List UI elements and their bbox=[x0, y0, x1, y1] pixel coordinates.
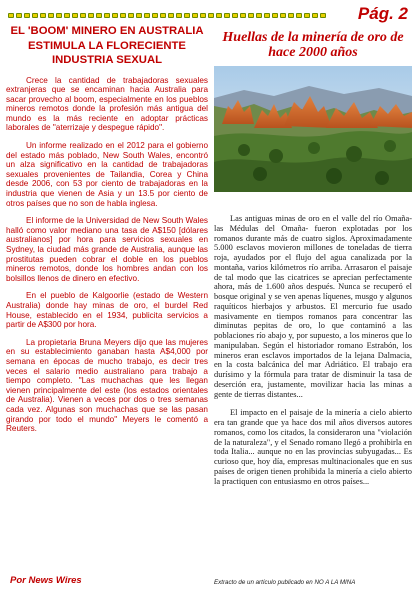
left-paragraph: Crece la cantidad de trabajadoras sexuales extranjeras que se encaminan hacia Australia para sacar provecho al boom, especialmente en los pueblos mineros remotos donde la profesión más antigua del mundo es la más reciente en adoptar prácticas laborales de "aterrizaje y despegue rápido". bbox=[6, 75, 208, 133]
left-paragraph: En el pueblo de Kalgoorlie (estado de Western Australia) donde hay minas de oro, el burdel Red House, establecido en el 1934, publicita servicios a partir de A$300 por hora. bbox=[6, 291, 208, 330]
border-dot bbox=[224, 13, 230, 18]
border-dot bbox=[104, 13, 110, 18]
border-dot bbox=[88, 13, 94, 18]
border-dot bbox=[128, 13, 134, 18]
border-dot bbox=[120, 13, 126, 18]
right-article-title: Huellas de la minería de oro de hace 2000 años bbox=[222, 30, 404, 60]
right-article-source: Extracto de un artículo publicado en NO A LA MINA bbox=[214, 579, 356, 586]
left-article-title: EL 'BOOM' MINERO EN AUSTRALIA ESTIMULA LA FLORECIENTE INDUSTRIA SEXUAL bbox=[10, 25, 204, 66]
left-article-body bbox=[6, 76, 208, 434]
border-dot bbox=[152, 13, 158, 18]
right-paragraph: Las antiguas minas de oro en el valle del río Omaña-las Médulas del Omaña- fueron explotadas por los romanos durante más de cuatro siglos. Aproximadamente 5.000 esclavos movieron millones de toneladas de tierra roja, ayudados por el flujo del agua canalizada por la montaña, varios kilómetros río arriba. Arrasaron el paisaje de tal modo que las cicatrices se aprecian perfectamente ahora, más de 1.600 años después. Nunca se recuperó el bosque original y se ven apenas líquenes, musgo y algunos raquíticos hierbajos y arbustos. El mercurio fue usado masivamente en tiempos romanos para concentrar las diminutas pepitas de oro, lo que contaminó a las poblaciones río abajo y, por supuesto, a los mineros que lo manipulaban. Según el historiador romano Estrabón, los mineros eran esclavos importados de la lejana Dalmacia, en la costa balcánica del mar Adriático. El trabajo era durísimo y la fórmula para tratar de disminuir la tasa de deserción era, justamente, movilizar hacia las minas a gente de tierras distantes... bbox=[214, 214, 412, 399]
border-dot bbox=[56, 13, 62, 18]
border-dot bbox=[144, 13, 150, 18]
border-dot bbox=[296, 13, 302, 18]
mountain-landscape-photo bbox=[214, 66, 412, 192]
right-article-body bbox=[214, 214, 412, 486]
border-dot bbox=[168, 13, 174, 18]
border-dot bbox=[32, 13, 38, 18]
right-article bbox=[214, 24, 412, 590]
left-paragraph: La propietaria Bruna Meyers dijo que las mujeres en su establecimiento ganaban hasta A$4,000 por semana en épocas de mucho trabajo, es decir tres veces el salario medio australiano para trabajo a tiempo completo. "Las muchachas que les llegan vienen principalmente del este (los estados orientales de Australia). Vienen a veces por dos o tres semanas cada vez. Algunas son muchachas que se las pasan girando por todo el mundo" Meyers le comentó a Reuters. bbox=[6, 337, 208, 434]
border-dot bbox=[256, 13, 262, 18]
border-dot bbox=[240, 13, 246, 18]
border-dot bbox=[160, 13, 166, 18]
border-dot bbox=[280, 13, 286, 18]
border-dot bbox=[312, 13, 318, 18]
border-dot bbox=[8, 13, 14, 18]
left-paragraph: El informe de la Universidad de New South Wales halló como valor mediano una tasa de A$150 [dólares australianos] por hora para servicios sexuales en Sydney, la ciudad más grande de Australia, aunque las prostitutas pueden cobrar el doble en los pueblos mineros remotos, donde los hombres andan con los bolsillos llenos de dinero en efectivo. bbox=[6, 216, 208, 283]
border-dot bbox=[16, 13, 22, 18]
page-number: Pág. 2 bbox=[357, 4, 408, 23]
border-dot bbox=[112, 13, 118, 18]
left-article-byline: Por News Wires bbox=[10, 575, 82, 586]
border-dot bbox=[304, 13, 310, 18]
border-dot bbox=[136, 13, 142, 18]
border-dot bbox=[80, 13, 86, 18]
border-dot bbox=[72, 13, 78, 18]
left-article bbox=[6, 24, 208, 590]
border-dot bbox=[24, 13, 30, 18]
border-dot bbox=[216, 13, 222, 18]
decorative-top-border bbox=[8, 12, 338, 18]
border-dot bbox=[192, 13, 198, 18]
border-dot bbox=[96, 13, 102, 18]
border-dot bbox=[248, 13, 254, 18]
border-dot bbox=[184, 13, 190, 18]
border-dot bbox=[200, 13, 206, 18]
border-dot bbox=[176, 13, 182, 18]
right-paragraph: El impacto en el paisaje de la minería a cielo abierto era tan grande que ya hace dos mil años diversos autores romanos, como los citados, la consideraron una "violación de la naturaleza", y el Senado romano llegó a prohibirla en toda Italia... aunque no en las provincias subyugadas... Es curioso que, hoy día, empresas multinacionales que en sus países de origen tienen prohibida la minería a cielo abierto la practiquen con entusiasmo en otros países... bbox=[214, 408, 412, 486]
border-dot bbox=[232, 13, 238, 18]
border-dot bbox=[320, 13, 326, 18]
border-dot bbox=[40, 13, 46, 18]
border-dot bbox=[64, 13, 70, 18]
border-dot bbox=[264, 13, 270, 18]
left-paragraph: Un informe realizado en el 2012 para el gobierno del estado más poblado, New South Wales, encontró un alza significativo en la cantidad de trabajadoras sexuales provenientes de Tailandia, Corea y China desde 2006, con 53 por ciento de trabajadoras en la industria que vienen de Asia y un 13.5 por ciento de otros países que no son de habla inglesa. bbox=[6, 141, 208, 208]
border-dot bbox=[272, 13, 278, 18]
border-dot bbox=[208, 13, 214, 18]
border-dot bbox=[48, 13, 54, 18]
border-dot bbox=[288, 13, 294, 18]
